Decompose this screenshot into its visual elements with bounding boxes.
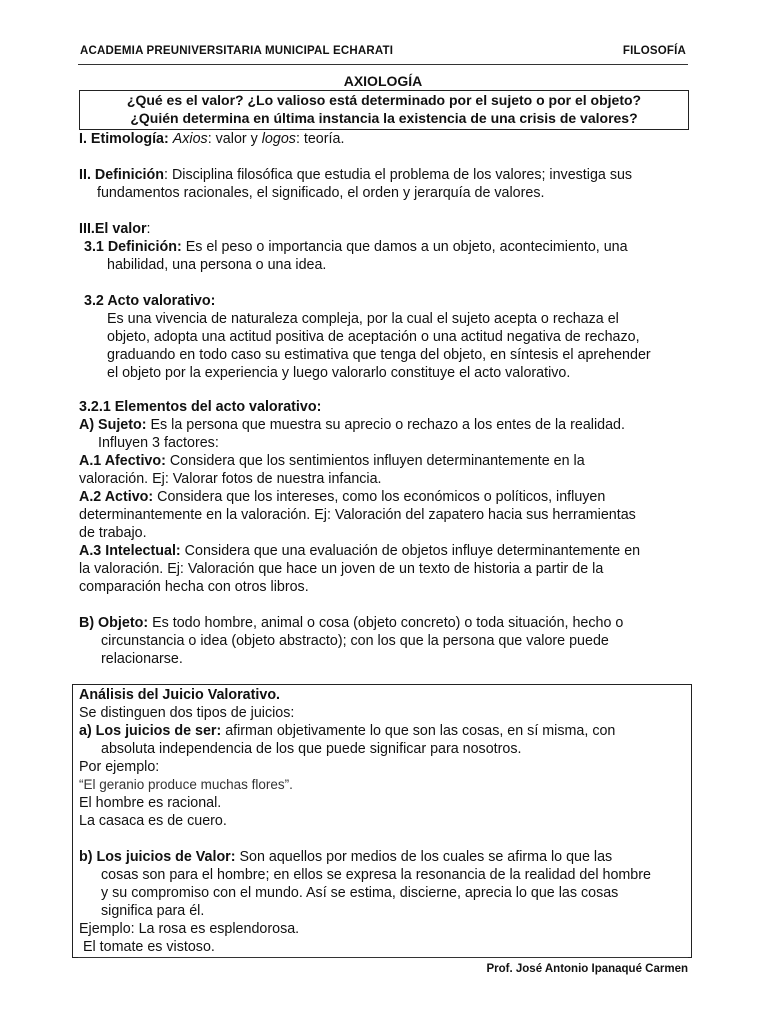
afectivo-line1 [79,452,585,470]
acto-valorativo-heading: 3.2 Acto valorativo: [84,293,216,309]
sujeto-text: Es la persona que muestra su aprecio o rechazo a los entes de la realidad. [146,417,625,433]
juicios-valor-label: b) Los juicios de Valor: [79,849,236,865]
intelectual-text: Considera que una evaluación de objetos influye determinantemente en [180,543,641,559]
juicios-valor-line4: significa para él. [101,903,205,919]
ejemplo-2: El hombre es racional. [79,795,222,811]
juicios-valor-text: Son aquellos por medios de los cuales se afirma lo que las [235,849,613,865]
activo-line2: determinantemente en la valoración. Ej: Valoración del zapatero hacia sus herramientas [79,507,636,523]
objeto-line2: circunstancia o idea (objeto abstracto); con los que la persona que valore puede [101,633,609,649]
activo-label: A.2 Activo: [79,489,154,505]
elementos-heading [79,398,321,416]
section-valor [79,220,151,238]
section-etimologia [79,130,344,148]
question-1: ¿Qué es el valor? ¿Lo valioso está determinado por el sujeto o por el objeto? [126,92,642,108]
section-1-label: I. Etimología: [79,131,169,147]
ejemplo-label: Por ejemplo: [79,759,160,775]
question-2: ¿Quién determina en última instancia la existencia de una crisis de valores? [130,110,638,126]
intelectual-line1 [79,542,640,560]
logos-meaning: : teoría. [295,131,345,147]
logos-term: logos [261,131,296,147]
section-definicion [79,166,632,184]
acto-line-3: graduando en todo caso su estimativa que tenga del objeto, en síntesis el aprehender [107,347,651,363]
questions-box [79,90,689,130]
acto-valorativo-label [84,292,215,310]
objeto-line3: relacionarse. [101,651,183,667]
ejemplo-valor-2: El tomate es vistoso. [79,939,215,955]
intelectual-line3: comparación hecha con otros libros. [79,579,309,595]
juicios-valor-line3: y su compromiso con el mundo. Así se estima, discierne, aprecia lo que las cosas [101,885,619,901]
afectivo-label: A.1 Afectivo: [79,453,166,469]
header-institution: ACADEMIA PREUNIVERSITARIA MUNICIPAL ECHARATI [80,45,394,57]
header-subject: FILOSOFÍA [622,45,686,57]
def-3-1 [84,238,628,256]
section-2-line2: fundamentos racionales, el significado, el orden y jerarquía de valores. [97,185,545,201]
activo-line1 [79,488,605,506]
section-2-label: II. Definición [79,167,164,183]
def-3-1-label: 3.1 Definición: [84,239,182,255]
objeto-label: B) Objeto: [79,615,149,631]
header-divider [78,64,688,65]
section-2-line1: : Disciplina filosófica que estudia el problema de los valores; investiga sus [164,167,633,183]
juicios-ser-line2: absoluta independencia de los que puede significar para nosotros. [101,741,522,757]
acto-line-4: el objeto por la experiencia y luego valorarlo constituye el acto valorativo. [107,365,571,381]
objeto-text: Es todo hombre, animal o cosa (objeto concreto) o toda situación, hecho o [148,615,624,631]
def-3-1-line2: habilidad, una persona o una idea. [107,257,327,273]
acto-line-2: objeto, adopta una actitud positiva de aceptación o una actitud negativa de rechazo, [107,329,640,345]
activo-line3: de trabajo. [79,525,147,541]
axios-meaning: : valor y [207,131,262,147]
section-3-label: III.El valor [79,221,147,237]
acto-line-1: Es una vivencia de naturaleza compleja, por la cual el sujeto acepta o rechaza el [107,311,619,327]
sujeto-label: A) Sujeto: [79,417,147,433]
sujeto-line1 [79,416,625,434]
activo-text: Considera que los intereses, como los económicos o políticos, influyen [153,489,606,505]
juicios-ser-text: afirman objetivamente lo que son las cosas, en sí misma, con [221,723,616,739]
footer-author: Prof. José Antonio Ipanaqué Carmen [486,963,688,975]
def-3-1-line1: Es el peso o importancia que damos a un objeto, acontecimiento, una [181,239,628,255]
afectivo-line2: valoración. Ej: Valorar fotos de nuestra infancia. [79,471,382,487]
elementos-heading-text: 3.2.1 Elementos del acto valorativo: [79,399,322,415]
analysis-heading [79,686,280,704]
afectivo-text: Considera que los sentimientos influyen determinantemente en la [165,453,585,469]
section-3-colon: : [146,221,151,237]
intelectual-label: A.3 Intelectual: [79,543,181,559]
intelectual-line2: la valoración. Ej: Valoración que hace un joven de un texto de historia a partir de la [79,561,604,577]
analysis-intro: Se distinguen dos tipos de juicios: [79,705,295,721]
objeto-line1 [79,614,623,632]
juicios-ser-line1 [79,722,615,740]
ejemplo-valor-1: Ejemplo: La rosa es esplendorosa. [79,921,300,937]
ejemplo-3: La casaca es de cuero. [79,813,227,829]
juicios-valor-line1 [79,848,612,866]
juicios-ser-label: a) Los juicios de ser: [79,723,222,739]
sujeto-line2: Influyen 3 factores: [98,435,219,451]
analysis-heading-text: Análisis del Juicio Valorativo. [79,687,281,703]
page-title: AXIOLOGÍA [343,73,423,89]
ejemplo-1: “El geranio produce muchas flores”. [79,777,293,792]
footer-divider [78,957,688,958]
axios-term: Axios [172,131,208,147]
juicios-valor-line2: cosas son para el hombre; en ellos se expresa la resonancia de la realidad del hombre [101,867,651,883]
